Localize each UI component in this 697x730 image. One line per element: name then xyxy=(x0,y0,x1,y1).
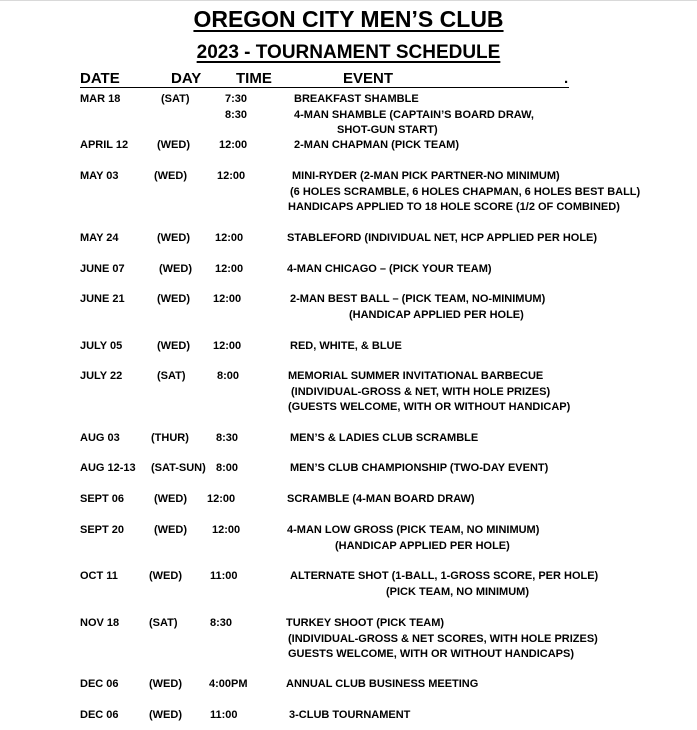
page-subtitle xyxy=(0,42,697,64)
header-date: DATE xyxy=(80,70,120,87)
event-time-line: 8:30 xyxy=(210,617,233,629)
event-description-line: (INDIVIDUAL-GROSS & NET, WITH HOLE PRIZES) xyxy=(291,385,551,398)
event-time-line: 12:00 xyxy=(213,293,242,305)
event-day: (SAT) xyxy=(149,617,178,629)
event-date: AUG 03 xyxy=(80,432,120,444)
header-trailing-dot: . xyxy=(564,70,569,87)
event-day: (WED) xyxy=(149,678,182,690)
event-time-line: 12:00 xyxy=(217,170,246,182)
event-day: (WED) xyxy=(157,293,190,305)
event-description-line: (6 HOLES SCRAMBLE, 6 HOLES CHAPMAN, 6 HOLES BEST BALL) xyxy=(290,185,641,198)
title-text: OREGON CITY MEN’S CLUB xyxy=(193,6,504,32)
event-time-line: 11:00 xyxy=(210,709,238,721)
event-description-line: (GUESTS WELCOME, WITH OR WITHOUT HANDICAP) xyxy=(288,401,571,413)
event-description xyxy=(0,292,545,323)
event-description-line: MEN’S & LADIES CLUB SCRAMBLE xyxy=(290,432,479,444)
event-time-line: 8:00 xyxy=(216,462,239,474)
event-description-line: 4-MAN CHICAGO – (PICK YOUR TEAM) xyxy=(287,263,492,275)
event-time-line: 12:00 xyxy=(215,263,244,275)
event-day: (THUR) xyxy=(151,432,189,444)
event-date: SEPT 20 xyxy=(80,524,125,536)
event-date: JUNE 07 xyxy=(80,263,125,275)
event-time-line: 8:00 xyxy=(217,370,240,382)
event-time-line: 8:30 xyxy=(225,108,248,121)
event-description-line: SHOT-GUN START) xyxy=(337,124,438,136)
event-day: (SAT) xyxy=(161,93,190,105)
event-day: (WED) xyxy=(159,263,192,275)
event-day: (WED) xyxy=(149,709,182,721)
event-description xyxy=(0,616,598,663)
event-description-line: (PICK TEAM, NO MINIMUM) xyxy=(386,585,529,598)
event-day: (SAT) xyxy=(157,370,186,382)
event-description-line: 2-MAN CHAPMAN (PICK TEAM) xyxy=(294,139,459,151)
event-date: MAR 18 xyxy=(80,93,121,105)
event-description xyxy=(0,492,475,508)
event-description xyxy=(0,262,492,278)
event-description-line: HANDICAPS APPLIED TO 18 HOLE SCORE (1/2 OF COMBINED) xyxy=(288,201,620,213)
page-title xyxy=(0,6,697,33)
event-description-line: MEN’S CLUB CHAMPIONSHIP (TWO-DAY EVENT) xyxy=(290,462,549,474)
event-description xyxy=(0,461,548,477)
event-day: (WED) xyxy=(154,170,187,182)
event-time-line: 12:00 xyxy=(212,524,241,536)
event-description-line: SCRAMBLE (4-MAN BOARD DRAW) xyxy=(287,493,475,505)
event-day: (WED) xyxy=(157,340,190,352)
event-date: JULY 22 xyxy=(80,370,123,382)
event-day: (WED) xyxy=(154,493,187,505)
subtitle-text: 2023 - TOURNAMENT SCHEDULE xyxy=(196,42,501,63)
event-description-line: TURKEY SHOOT (PICK TEAM) xyxy=(286,617,445,629)
event-day: (WED) xyxy=(149,570,182,582)
event-date: DEC 06 xyxy=(80,709,119,721)
event-description-line: 4-MAN LOW GROSS (PICK TEAM, NO MINIMUM) xyxy=(287,524,540,536)
event-description-line: 3-CLUB TOURNAMENT xyxy=(289,709,411,721)
header-day: DAY xyxy=(171,70,202,87)
header-event: EVENT xyxy=(343,70,394,87)
event-time-line: 4:00PM xyxy=(209,678,248,690)
event-description xyxy=(0,369,570,416)
event-description-line: BREAKFAST SHAMBLE xyxy=(294,93,419,105)
event-day: (WED) xyxy=(154,524,187,536)
event-description-line: ANNUAL CLUB BUSINESS MEETING xyxy=(286,678,479,690)
event-description xyxy=(0,138,459,154)
event-description-line: (INDIVIDUAL-GROSS & NET SCORES, WITH HOLE PRIZES) xyxy=(288,632,598,645)
event-description xyxy=(0,169,640,216)
event-date: MAY 03 xyxy=(80,170,119,182)
event-day: (WED) xyxy=(157,139,190,151)
event-description xyxy=(0,677,478,693)
event-description xyxy=(0,339,402,355)
event-date: NOV 18 xyxy=(80,617,120,629)
event-date: OCT 11 xyxy=(80,570,118,582)
event-time-line: 8:30 xyxy=(216,432,239,444)
event-date: JUNE 21 xyxy=(80,293,125,305)
event-description xyxy=(0,231,597,247)
event-date: MAY 24 xyxy=(80,232,119,244)
event-description-line: 2-MAN BEST BALL – (PICK TEAM, NO-MINIMUM) xyxy=(290,293,546,305)
event-description-line: (HANDICAP APPLIED PER HOLE) xyxy=(349,308,524,321)
event-date: AUG 12-13 xyxy=(80,462,136,474)
event-time-line: 12:00 xyxy=(215,232,244,244)
event-time-line: 12:00 xyxy=(207,493,236,505)
event-description-line: (HANDICAP APPLIED PER HOLE) xyxy=(335,539,510,552)
header-underline xyxy=(80,87,569,88)
event-time-line: 12:00 xyxy=(213,340,242,352)
header-time: TIME xyxy=(236,70,272,87)
event-date: DEC 06 xyxy=(80,678,119,690)
event-day: (SAT-SUN) xyxy=(151,462,206,474)
event-time-line: 7:30 xyxy=(225,93,248,105)
event-date: APRIL 12 xyxy=(80,139,129,151)
event-description-line: 4-MAN SHAMBLE (CAPTAIN’S BOARD DRAW, xyxy=(294,108,534,121)
event-description-line: STABLEFORD (INDIVIDUAL NET, HCP APPLIED PER HOLE) xyxy=(287,232,598,244)
event-description-line: MEMORIAL SUMMER INVITATIONAL BARBECUE xyxy=(288,370,544,382)
event-description xyxy=(0,431,478,447)
event-description xyxy=(0,92,534,139)
event-day: (WED) xyxy=(157,232,190,244)
event-time-line: 11:00 xyxy=(210,570,238,582)
event-description-line: ALTERNATE SHOT (1-BALL, 1-GROSS SCORE, PER HOLE) xyxy=(290,570,599,582)
event-description xyxy=(0,523,539,554)
event-description-line: MINI-RYDER (2-MAN PICK PARTNER-NO MINIMUM) xyxy=(292,170,560,182)
event-description-line: RED, WHITE, & BLUE xyxy=(290,340,402,352)
event-date: SEPT 06 xyxy=(80,493,125,505)
page-top-border xyxy=(0,0,697,1)
event-time-line: 12:00 xyxy=(219,139,248,151)
event-description xyxy=(0,708,410,724)
event-description xyxy=(0,569,598,600)
event-date: JULY 05 xyxy=(80,340,123,352)
event-description-line: GUESTS WELCOME, WITH OR WITHOUT HANDICAPS) xyxy=(288,648,574,660)
